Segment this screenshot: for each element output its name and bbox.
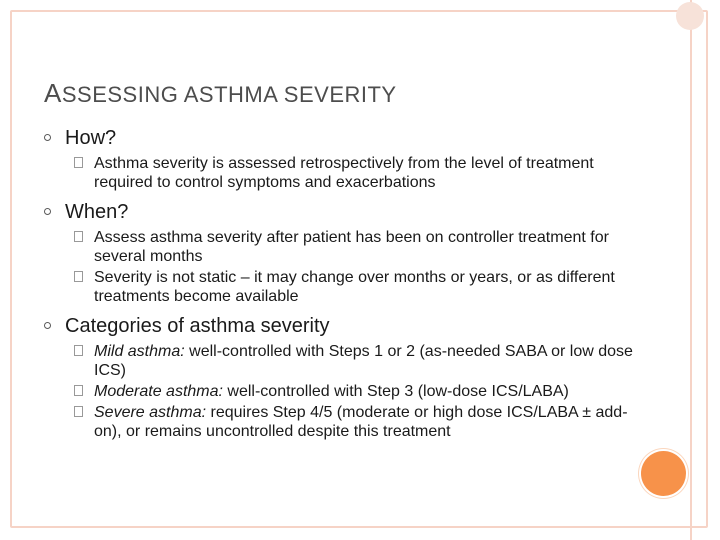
item-text: well-controlled with Steps 1 or 2 (as-needed SABA or low dose ICS) <box>94 343 633 379</box>
list-item <box>44 268 664 306</box>
item-emphasis: Severe asthma: <box>94 404 207 421</box>
list-item <box>44 228 634 266</box>
section-heading: Categories of asthma severity <box>65 315 330 337</box>
section-categories <box>44 314 644 338</box>
box-bullet-icon <box>74 157 83 168</box>
section-heading: When? <box>65 201 129 223</box>
title-rest: SSESSING ASTHMA SEVERITY <box>61 82 397 107</box>
item-text: Severity is not static – it may change over months or years, or as different treatments become available <box>94 269 615 305</box>
box-bullet-icon <box>74 345 83 356</box>
list-item <box>44 382 614 401</box>
box-bullet-icon <box>74 406 83 417</box>
slide-body <box>44 126 644 441</box>
slide-title <box>44 78 397 109</box>
box-bullet-icon <box>74 385 83 396</box>
decorative-circle-bottom <box>641 451 686 496</box>
section-how <box>44 126 644 150</box>
circle-bullet-icon <box>44 322 51 329</box>
item-text: requires Step 4/5 (moderate or high dose ICS/LABA ± add-on), or remains uncontrolled despite this treatment <box>94 404 628 440</box>
item-text: Assess asthma severity after patient has been on controller treatment for several months <box>94 229 609 265</box>
list-item <box>44 403 639 441</box>
circle-bullet-icon <box>44 208 51 215</box>
accent-line <box>690 0 692 540</box>
list-item <box>44 154 654 192</box>
box-bullet-icon <box>74 231 83 242</box>
section-when <box>44 200 644 224</box>
title-initial: A <box>44 78 62 108</box>
section-heading: How? <box>65 127 117 149</box>
circle-bullet-icon <box>44 134 51 141</box>
box-bullet-icon <box>74 271 83 282</box>
item-emphasis: Moderate asthma: <box>94 383 223 400</box>
item-emphasis: Mild asthma: <box>94 343 185 360</box>
item-text: well-controlled with Step 3 (low-dose ICS/LABA) <box>222 383 569 400</box>
list-item <box>44 342 634 380</box>
decorative-circle-top <box>676 2 704 30</box>
item-text: Asthma severity is assessed retrospectively from the level of treatment required to control symptoms and exacerbations <box>94 155 594 191</box>
